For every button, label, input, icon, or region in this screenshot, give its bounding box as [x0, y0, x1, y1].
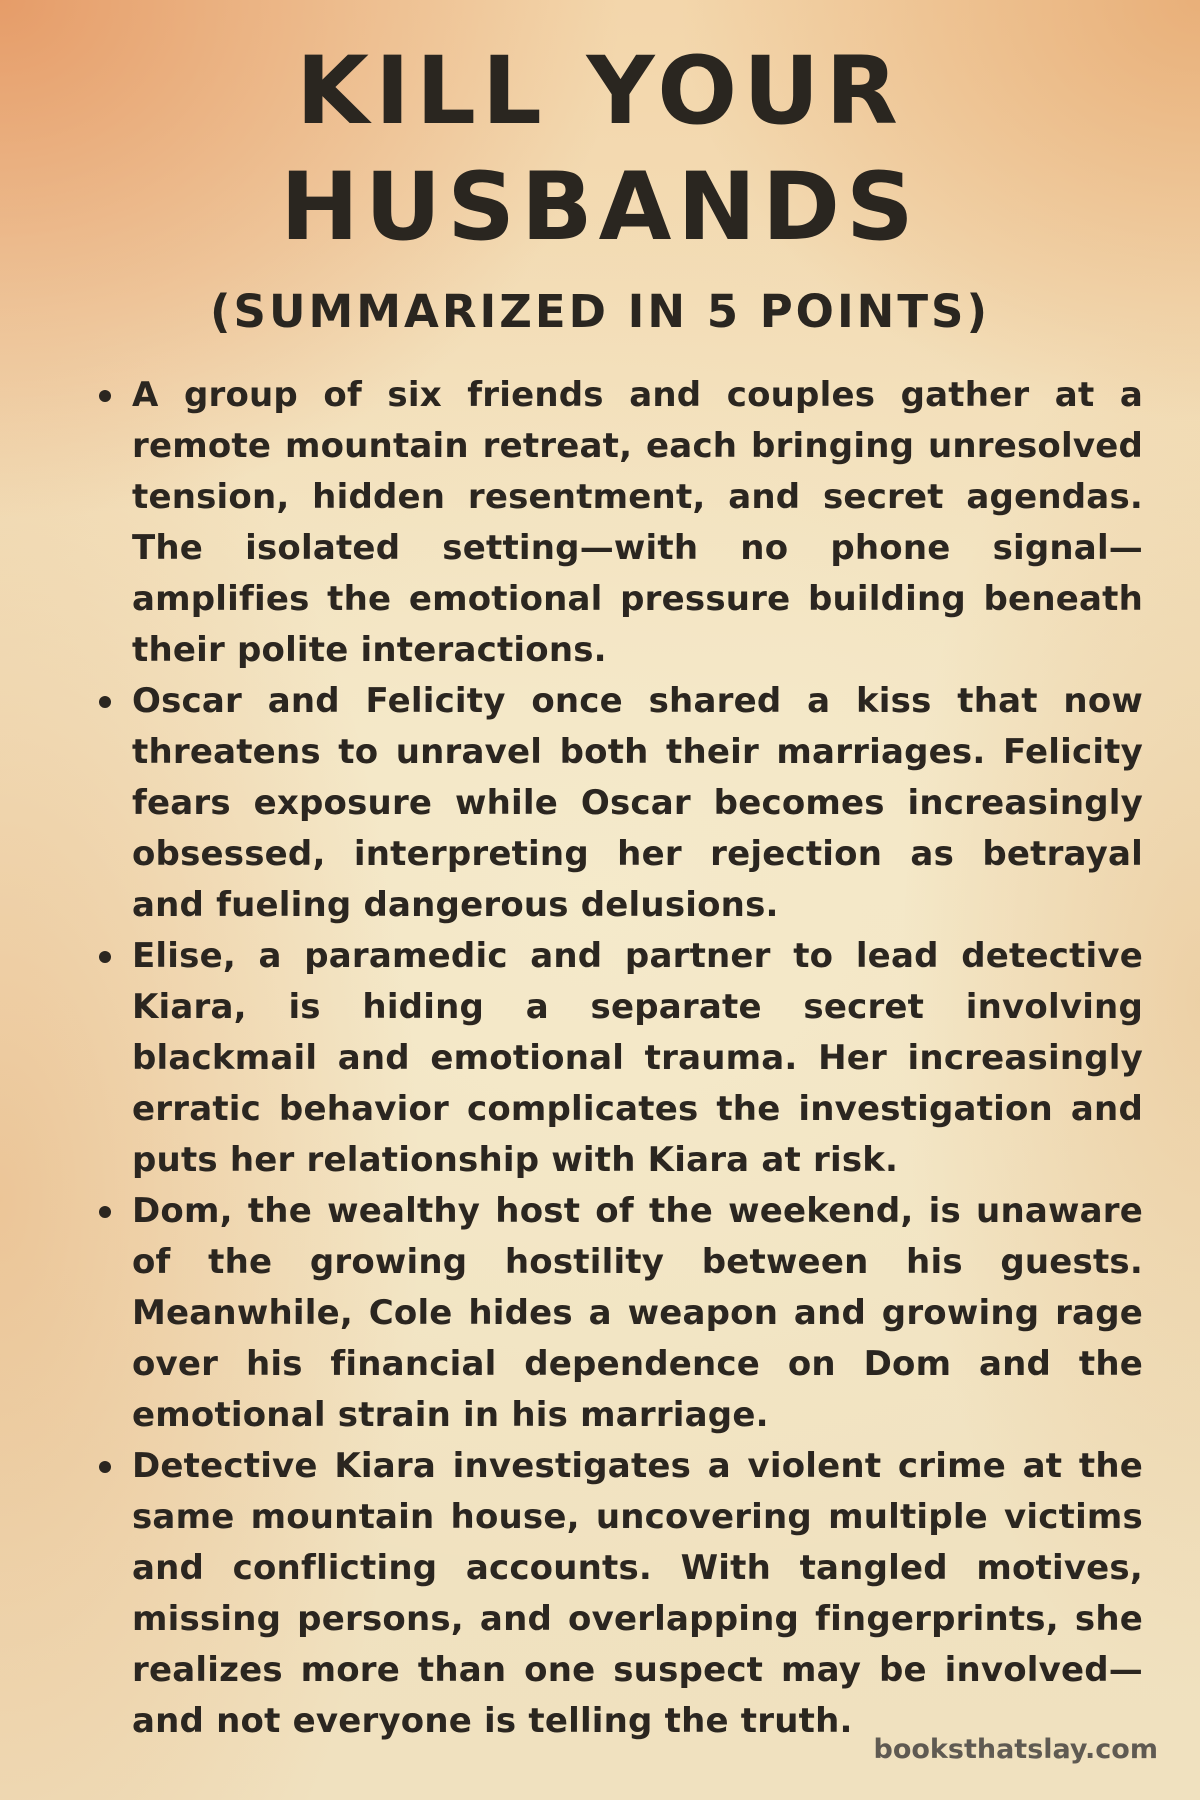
- page-title-line-1: KILL YOUR: [296, 37, 904, 146]
- summary-point-text: Elise, a paramedic and partner to lead detective Kiara, is hiding a separate secret involving blackmail and emotional trauma. Her increasingly erratic behavior complicates the investigation and puts her relationship with Kiara at risk.: [132, 936, 1143, 1180]
- bullet-icon: [99, 390, 111, 402]
- summary-point-text: Dom, the wealthy host of the weekend, is unaware of the growing hostility between his guests. Meanwhile, Cole hides a weapon and growing rage over his financial dependence on Dom and the emotional strain in his marriage.: [132, 1191, 1143, 1435]
- bullet-icon: [99, 1461, 111, 1473]
- page-title-line-2: HUSBANDS: [280, 153, 920, 262]
- summary-point-text: Oscar and Felicity once shared a kiss that now threatens to unravel both their marriages. Felicity fears exposure while Oscar becomes increasingly obsessed, interpreting her rejection as betrayal and fueling dangerous delusions.: [132, 681, 1143, 925]
- bullet-icon: [99, 1206, 111, 1218]
- bullet-icon: [99, 951, 111, 963]
- summary-points-list: [95, 370, 1143, 1747]
- summary-point-text: Detective Kiara investigates a violent crime at the same mountain house, uncovering multiple victims and conflicting accounts. With tangled motives, missing persons, and overlapping fingerprints, she realizes more than one suspect may be involved—and not everyone is telling the truth.: [132, 1446, 1143, 1741]
- summary-point-2: [95, 676, 1143, 931]
- site-credit: booksthatslay.com: [873, 1734, 1158, 1765]
- summary-point-5: [95, 1441, 1143, 1747]
- summary-point-4: [95, 1186, 1143, 1441]
- summary-point-3: [95, 931, 1143, 1186]
- page-subtitle: (SUMMARIZED IN 5 POINTS): [209, 285, 991, 338]
- title-block: [0, 34, 1200, 340]
- summary-point-1: [95, 370, 1143, 676]
- summary-point-text: A group of six friends and couples gather at a remote mountain retreat, each bringing unresolved tension, hidden resentment, and secret agendas. The isolated setting—with no phone signal—amplifies the emotional pressure building beneath their polite interactions.: [132, 375, 1143, 670]
- bullet-icon: [99, 696, 111, 708]
